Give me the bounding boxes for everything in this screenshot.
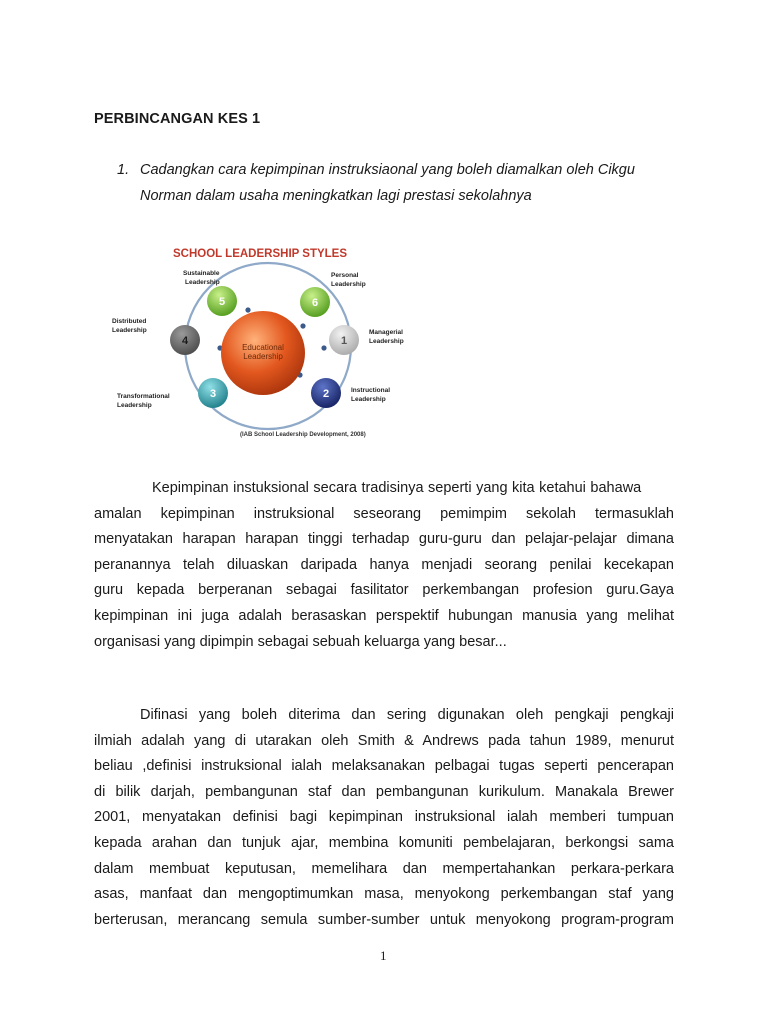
page-number: 1	[380, 948, 387, 963]
paragraph-1-line: peranannya telah diluaskan daripada hanya menjadi seorang penilai kecekapan	[94, 556, 674, 573]
ring-dot	[321, 345, 326, 350]
center-label-1: Educational	[242, 343, 284, 352]
paragraph-2-line: ilmiah adalah yang di utarakan oleh Smith & Andrews pada tahun 1989, menurut	[94, 732, 674, 749]
paragraph-1-line: organisasi yang dipimpin sebagai sebuah keluarga yang besar...	[94, 633, 507, 650]
paragraph-1-line: guru kepada berperanan sebagai fasilitator perkembangan profesion guru.Gaya	[94, 582, 674, 599]
figure-title: SCHOOL LEADERSHIP STYLES	[173, 248, 348, 260]
node-2-label-1: Instructional	[351, 387, 391, 394]
node-6-number: 6	[311, 297, 319, 309]
paragraph-1-line: amalan kepimpinan instruksional seseorang pemimpim sekolah termasuklah	[94, 505, 674, 522]
paragraph-2-line: berterusan, merancang semula sumber-sumber untuk menyokong program-program	[94, 911, 674, 928]
paragraph-2-line: Difinasi yang boleh diterima dan sering digunakan oleh pengkaji pengkaji	[140, 707, 674, 723]
question-number: 1.	[117, 162, 130, 178]
ring-dot	[245, 307, 250, 312]
node-3-label-2: Leadership	[117, 402, 152, 409]
paragraph-1-line: menyatakan harapan harapan tinggi terhadap guru-guru dan pelajar-pelajar dimana	[94, 531, 674, 548]
paragraph-1	[94, 476, 674, 655]
center-label-2: Leadership	[243, 352, 283, 361]
node-1-label-2: Leadership	[369, 338, 404, 345]
node-6-label-2: Leadership	[331, 281, 366, 288]
node-5-label-2: Leadership	[185, 279, 220, 286]
paragraph-2-line: di bilik darjah, pembangunan staf dan pembangunan kurikulum. Manakala Brewer	[94, 783, 674, 800]
paragraph-1-line: kepimpinan ini juga adalah berasaskan perspektif hubungan manusia yang melihat	[94, 607, 674, 624]
section-heading: PERBINCANGAN KES 1	[94, 111, 261, 127]
paragraph-2-line: dalam membuat keputusan, memelihara dan mempertahankan perkara-perkara	[94, 860, 674, 877]
node-5-label-1: Sustainable	[183, 270, 220, 277]
node-3-number: 3	[209, 388, 217, 400]
question-line-1: Cadangkan cara kepimpinan instruksiaonal yang boleh diamalkan oleh Cikgu	[140, 162, 635, 178]
question-line-2: Norman dalam usaha meningkatkan lagi prestasi sekolahnya	[140, 188, 532, 204]
figure-source: (IAB School Leadership Development, 2008)	[240, 432, 366, 438]
node-4-number: 4	[181, 335, 189, 347]
node-2-number: 2	[322, 388, 330, 400]
node-1-label-1: Managerial	[369, 329, 403, 336]
ring-dot	[300, 323, 305, 328]
node-6-label-1: Personal	[331, 272, 359, 279]
paragraph-2-line: beliau ,definisi instruksional ialah melaksanakan pelbagai tugas seperti pencerapan	[94, 758, 674, 775]
paragraph-1-line: Kepimpinan instuksional secara tradisinya seperti yang kita ketahui bahawa	[152, 480, 642, 496]
paragraph-2-line: 2001, menyatakan definisi bagi kepimpinan instruksional ialah memberi tumpuan	[94, 809, 674, 826]
paragraph-2-line: kepada arahan dan tunjuk ajar, membina komuniti pembelajaran, berkongsi sama	[94, 834, 674, 851]
paragraph-2-line: asas, manfaat dan mengoptimumkan masa, menyokong perkembangan staf yang	[94, 886, 674, 903]
leadership-styles-figure	[105, 238, 430, 445]
node-4-label-2: Leadership	[112, 327, 147, 334]
node-1-number: 1	[340, 335, 348, 347]
node-3-label-1: Transformational	[117, 393, 170, 400]
node-5-number: 5	[218, 296, 226, 308]
node-2-label-2: Leadership	[351, 396, 386, 403]
paragraph-2	[94, 703, 674, 933]
node-4-label-1: Distributed	[112, 318, 147, 325]
